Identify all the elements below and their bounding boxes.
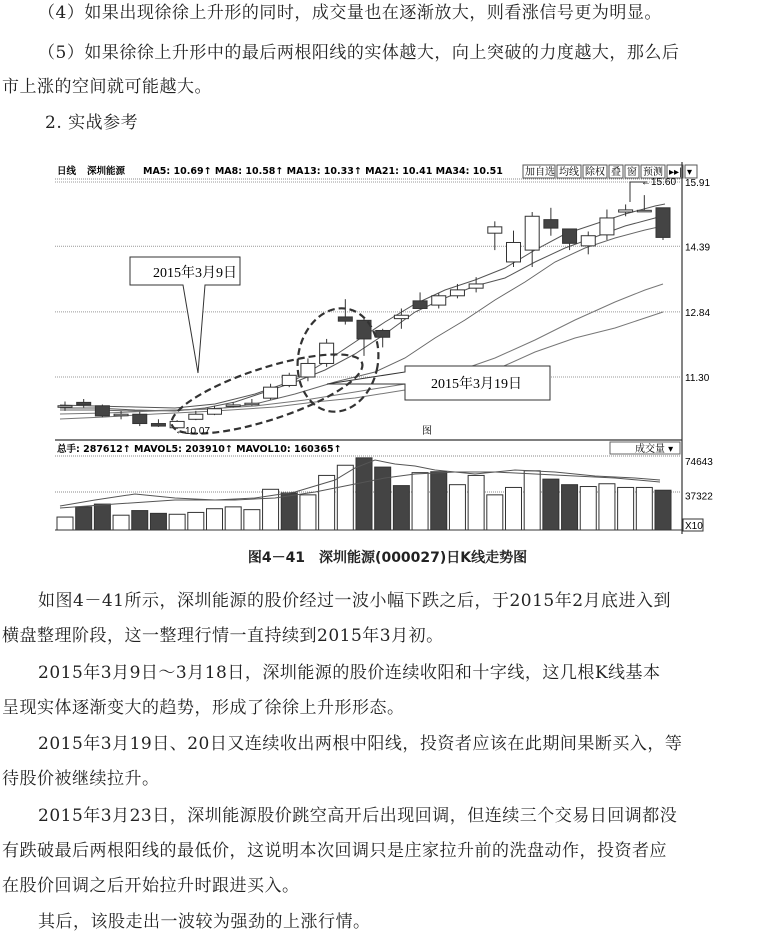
chart-marker-glyph: 图 [422, 426, 432, 437]
paragraph-line: 2015年3月9日～3月18日，深圳能源的股价连续收阳和十字线，这几根K线基本 [38, 663, 661, 683]
volume-bar [562, 485, 578, 530]
svg-text:←15.60: ←15.60 [641, 177, 677, 188]
svg-text:成交量 ▾: 成交量 ▾ [635, 444, 674, 455]
svg-text:叠: 叠 [611, 167, 621, 178]
volume-bar [319, 475, 335, 530]
volume-bar [300, 495, 316, 530]
volume-bar [356, 458, 372, 530]
svg-text:14.39: 14.39 [685, 242, 711, 254]
toolbar-button[interactable] [523, 165, 555, 178]
volume-unit-label [683, 519, 703, 532]
svg-text:11.30: 11.30 [685, 373, 710, 385]
volume-bar [337, 465, 353, 530]
volume-bar [57, 517, 73, 530]
svg-text:37322: 37322 [685, 491, 713, 503]
svg-text:12.84: 12.84 [685, 307, 711, 319]
toolbar-button[interactable] [609, 165, 623, 178]
volume-bar [487, 495, 503, 530]
volume-bar [431, 472, 447, 530]
paragraph-line: 2. 实战参考 [45, 113, 139, 133]
toolbar-button[interactable] [625, 165, 639, 178]
volume-bar [207, 509, 223, 530]
volume-bar [225, 507, 241, 530]
volume-indicator-dropdown[interactable] [610, 442, 680, 455]
svg-text:除权: 除权 [585, 167, 605, 178]
volume-bar [506, 487, 522, 530]
volume-bar [150, 513, 166, 530]
paragraph-line: 2015年3月23日，深圳能源股价跳空高开后出现回调，但连续三个交易日回调都没 [38, 806, 678, 826]
volume-bar [449, 485, 465, 530]
candlestick [282, 373, 296, 387]
paragraph-line: 呈现实体逐渐变大的趋势，形成了徐徐上升形形态。 [2, 698, 405, 718]
volume-bar [636, 487, 652, 530]
chart-header-ma-values: MA5: 10.69↑ MA8: 10.58↑ MA13: 10.33↑ MA21: 10.41 MA34: 10.51 [143, 166, 503, 177]
toolbar-button[interactable] [685, 165, 697, 178]
candlestick [133, 412, 147, 426]
volume-bar [393, 486, 409, 530]
svg-text:▾: ▾ [687, 167, 693, 178]
paragraph-line: 待股价被继续拉升。 [2, 769, 160, 789]
volume-bar [524, 471, 540, 530]
volume-bar [113, 515, 129, 530]
volume-header: 总手: 287612↑ MAVOL5: 203910↑ MAVOL10: 160365↑ [57, 444, 342, 455]
chart-header-period: 日线 [57, 166, 77, 177]
chart-header-stock-name: 深圳能源 [87, 166, 126, 177]
candlestick [95, 404, 109, 417]
volume-bar [618, 487, 634, 530]
volume-bar [94, 504, 110, 530]
svg-text:▸▸|: ▸▸| [669, 167, 683, 178]
paragraph-line: 2015年3月19日、20日又连续收出两根中阳线，投资者应该在此期间果断买入，等 [38, 734, 683, 754]
volume-bar [132, 511, 148, 530]
volume-bar [375, 467, 391, 530]
toolbar-button[interactable] [583, 165, 607, 178]
volume-bar [244, 510, 260, 530]
svg-text:窗: 窗 [627, 167, 637, 178]
volume-bar [169, 514, 185, 530]
svg-text:15.91: 15.91 [685, 178, 711, 189]
svg-text:预测: 预测 [643, 167, 663, 178]
candlestick [656, 208, 670, 240]
paragraph-line: 横盘整理阶段，这一整理行情一直持续到2015年3月初。 [2, 626, 444, 646]
volume-bar [543, 479, 559, 530]
kline-chart [55, 162, 775, 537]
volume-bar [188, 512, 204, 530]
volume-bar [76, 507, 92, 530]
low-price-label: ←10.07 [175, 426, 211, 437]
paragraph-line: （4）如果出现徐徐上升形的同时，成交量也在逐渐放大，则看涨信号更为明显。 [38, 3, 662, 23]
candlestick [320, 339, 334, 367]
volume-bar [412, 473, 428, 530]
svg-text:加自选: 加自选 [525, 167, 555, 178]
svg-text:2015年3月19日: 2015年3月19日 [431, 377, 522, 392]
svg-text:2015年3月9日: 2015年3月9日 [153, 266, 237, 281]
paragraph-line: 在股价回调之后开始拉升时跟进买入。 [2, 876, 300, 896]
volume-bar [468, 475, 484, 530]
svg-text:均线: 均线 [559, 167, 579, 178]
paragraph-line: 市上涨的空间就可能越大。 [2, 77, 212, 97]
figure-caption: 图4－41 深圳能源(000027)日K线走势图 [247, 550, 528, 566]
volume-bar [655, 490, 671, 530]
svg-text:X10: X10 [685, 521, 703, 532]
toolbar-button[interactable] [557, 165, 581, 178]
paragraph-line: 其后，该股走出一波较为强劲的上涨行情。 [38, 912, 371, 932]
volume-bar [580, 487, 596, 530]
paragraph-line: 如图4－41所示，深圳能源的股价经过一波小幅下跌之后，于2015年2月底进入到 [38, 591, 672, 611]
svg-text:74643: 74643 [685, 456, 713, 468]
paragraph-line: （5）如果徐徐上升形中的最后两根阳线的实体越大，向上突破的力度越大，那么后 [38, 43, 680, 63]
paragraph-line: 有跌破最后两根阳线的最低价，这说明本次回调只是庄家拉升前的洗盘动作，投资者应 [2, 841, 667, 861]
volume-bar [281, 493, 297, 530]
volume-bar [599, 484, 615, 530]
